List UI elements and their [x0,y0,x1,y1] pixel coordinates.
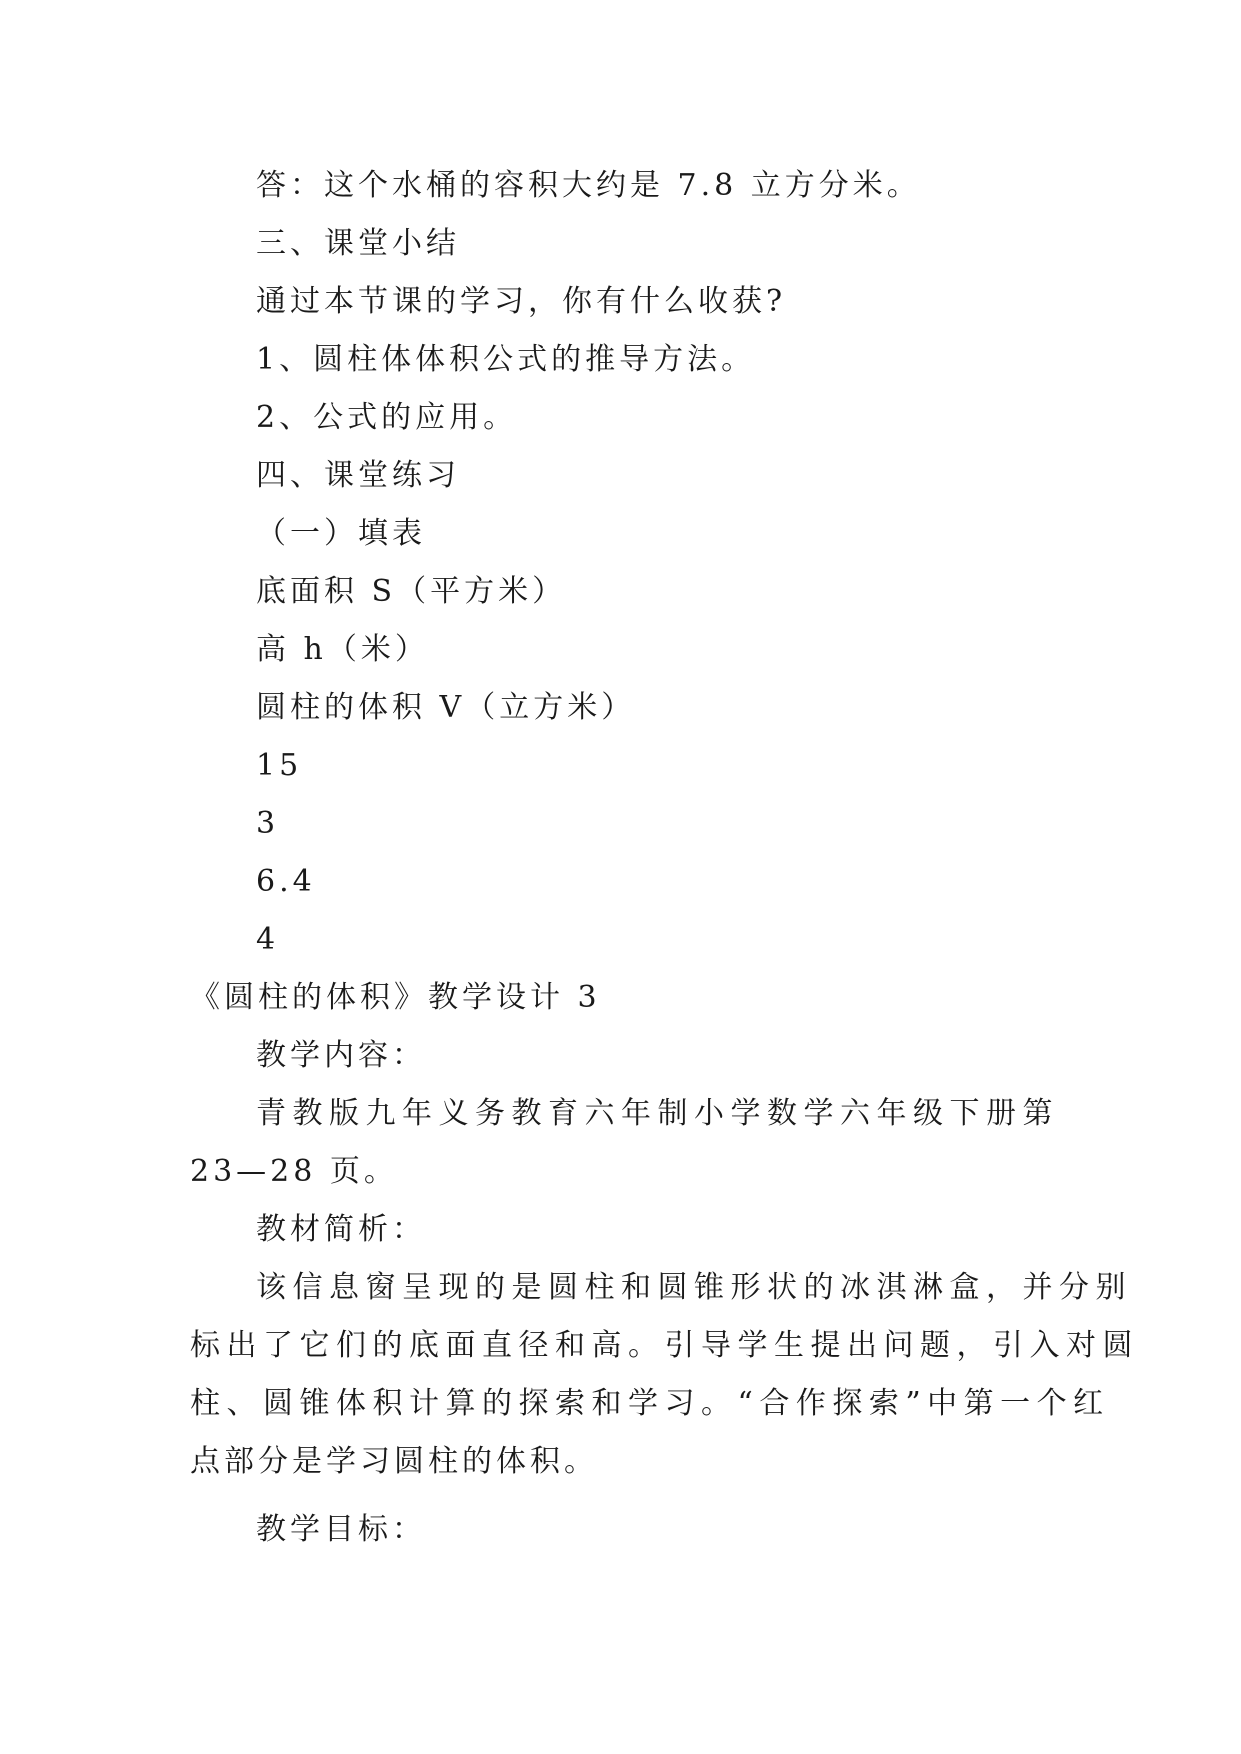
table-header-base-area: 底面积 S（平方米） [256,574,567,609]
summary-item-1: 1、圆柱体体积公式的推导方法。 [256,342,756,377]
practice-subheading: （一）填表 [256,516,426,551]
section-heading-practice: 四、课堂练习 [256,458,460,493]
material-analysis-text: 点部分是学习圆柱的体积。 [190,1444,598,1479]
material-analysis-heading: 教材简析： [256,1212,426,1247]
table-cell: 3 [256,806,280,841]
teaching-goals-heading: 教学目标： [256,1512,426,1547]
table-cell: 15 [256,748,303,783]
summary-item-2: 2、公式的应用。 [256,400,518,435]
answer-line: 答：这个水桶的容积大约是 7.8 立方分米。 [256,168,921,203]
material-analysis-text: 该信息窗呈现的是圆柱和圆锥形状的冰淇淋盒，并分别 [256,1270,1132,1305]
section-heading-summary: 三、课堂小结 [256,226,460,261]
teaching-content-text: 青教版九年义务教育六年制小学数学六年级下册第 [256,1096,1059,1131]
table-header-height: 高 h（米） [256,632,429,667]
document-title: 《圆柱的体积》教学设计 3 [190,980,601,1015]
teaching-content-pages: 23—28 页。 [190,1154,398,1189]
table-cell: 6.4 [256,864,316,899]
teaching-content-heading: 教学内容： [256,1038,426,1073]
material-analysis-text: 柱、圆锥体积计算的探索和学习。“合作探索”中第一个红 [190,1386,1110,1421]
table-header-volume: 圆柱的体积 V（立方米） [256,690,636,725]
material-analysis-text: 标出了它们的底面直径和高。引导学生提出问题，引入对圆 [190,1328,1139,1363]
table-cell: 4 [256,922,280,957]
summary-question: 通过本节课的学习，你有什么收获? [256,284,787,319]
